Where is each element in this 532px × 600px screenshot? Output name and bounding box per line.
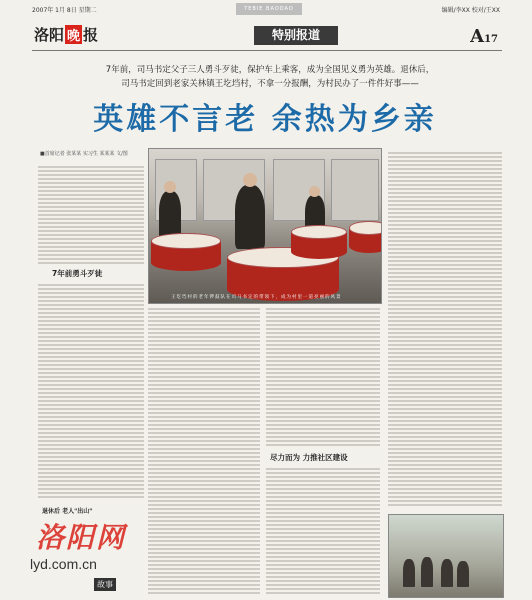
watermark-brand: 洛阳网 [36,521,127,554]
subhead-1: 7年前勇斗歹徒 [52,269,103,278]
page-number: A17 [470,26,498,47]
watermark-tag: 故事 [94,578,116,591]
main-photo [148,148,382,304]
subhead-2: 尽力而为 力推社区建设 [270,453,348,462]
watermark-url: lyd.com.cn [30,556,97,572]
section-label: 特别报道 [254,26,338,45]
newspaper-logo: 洛阳 晚 报 [34,26,99,44]
section-pinyin: TEBIE BAODAO [236,3,302,15]
text-column-left-mid [38,282,144,498]
text-column-right [388,150,502,508]
text-column-mid-c [266,466,380,596]
text-column-mid-b [266,306,380,448]
text-column-mid-a [148,306,260,596]
text-column-left-top [38,164,144,264]
issue-date: 2007年 1月 8日 星期二 [32,7,97,14]
subhead-3: 退休后 老人"出山" [42,508,93,515]
headline: 英雄不言老 余热为乡亲 [93,102,437,137]
top-strip [0,0,532,18]
photo-caption: 王圪垱村的老年锣鼓队在司马书定的带领下，成为村里一道亮丽的风景 [171,295,342,300]
editor-line: 编辑/李XX 校对/王XX [441,7,500,14]
byline: ■首席记者 张某某 实习生 某某某 文/图 [40,151,128,157]
masthead [32,20,502,51]
inset-photo [388,514,504,598]
deck-text: 7年前，司马书定父子三人勇斗歹徒，保护车上乘客，成为全国见义勇为英雄。退休后， 司马书定回到老家关林镇王圪垱村，不拿一分报酬，为村民办了一件件好事—— [105,65,435,89]
